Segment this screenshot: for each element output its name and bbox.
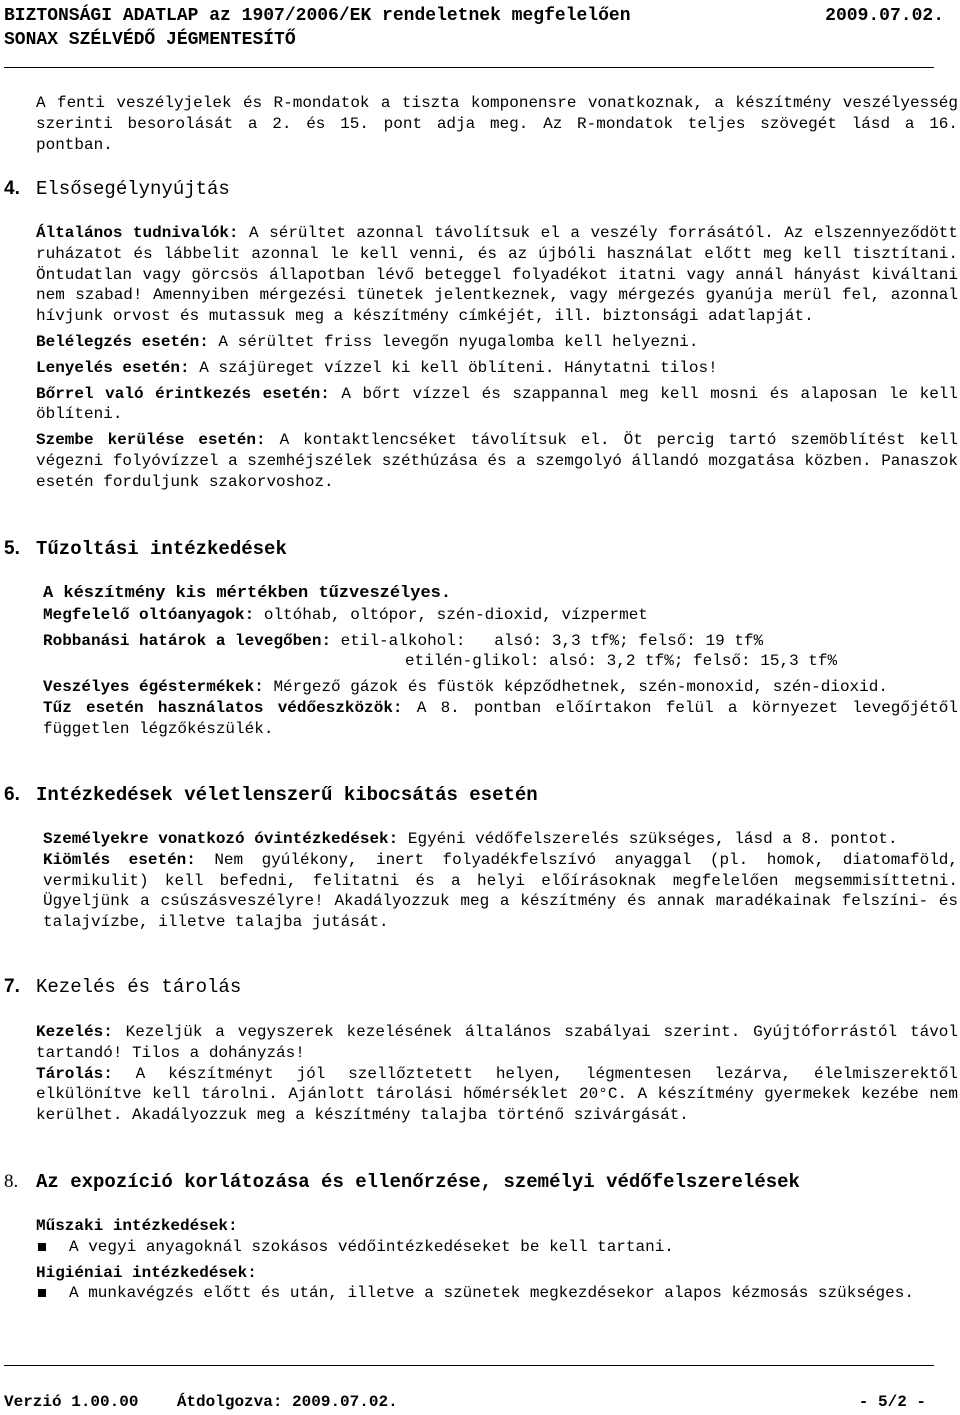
section-4-heading: 4. Elsősegélynyújtás [4, 178, 230, 200]
personal-precautions: Személyekre vonatkozó óvintézkedések: Egyéni védőfelszerelés szükséges, lásd a 8. pontot. [43, 830, 898, 848]
section-7-body [36, 1022, 958, 1126]
inhalation-info: Belélegzés esetén: A sérültet friss levegőn nyugalomba kell helyezni. [36, 332, 699, 351]
storage-info: Tárolás: A készítményt jól szellőztetett helyen, légmentesen lezárva, élelmiszerektől elkülönítve kell tárolni. Ajánlott tárolási hőmérséklet 20°C. A készítmény gyermekek kezébe nem kerülhet. Akadályozzuk meg a készítmény talajba történő szivárgását. [36, 1064, 958, 1125]
footer-divider [4, 1365, 934, 1366]
header-product: SONAX SZÉLVÉDŐ JÉGMENTESÍTŐ [4, 30, 296, 50]
technical-measures-label: Műszaki intézkedések: [36, 1217, 238, 1235]
spillage-measures: Kiömlés esetén: Nem gyúlékony, inert folyadékfelszívó anyaggal (pl. homok, diatomaföld, vermikulit) kell befedni, felitatni és a helyi előírásoknak megfelelően megsemmisíttetni. Ügyeljünk a csúszásveszélyre! Akadályozzuk meg a készítmény és annak maradékainak felszíni- és talajvízbe, illetve talajba jutását. [43, 850, 958, 932]
document-header [4, 4, 944, 52]
eye-contact-info: Szembe kerülése esetén: A kontaktlencséket távolítsuk el. Öt percig tartó szemöblítést kell végezni folyóvízzel a szemhéjszélek széthúzása és a szemgolyó állandó mozgatása közben. Panaszok esetén forduljunk szakorvoshoz. [36, 431, 958, 491]
handling-info: Kezelés: Kezeljük a vegyszerek kezelésének általános szabályai szerint. Gyújtóforrástól távol tartandó! Tilos a dohányzás! [36, 1023, 958, 1062]
firefighting-ppe: Tűz esetén használatos védőeszközök: A 8. pontban előírtakon felül a környezet levegőjétől független légzőkészülék. [43, 698, 959, 738]
document-footer [4, 1393, 926, 1411]
header-title: BIZTONSÁGI ADATLAP az 1907/2006/EK rendeletnek megfelelően [4, 6, 631, 26]
footer-revised: Átdolgozva: 2009.07.02. [176, 1393, 398, 1411]
hazardous-combustion-products: Veszélyes égéstermékek: Mérgező gázok és füstök képződhetnek, szén-monoxid, szén-dioxid. [43, 678, 888, 697]
header-divider [4, 67, 934, 68]
section-6-heading: 6. Intézkedések véletlenszerű kibocsátás esetén [4, 784, 538, 806]
general-info: Általános tudnivalók: A sérültet azonnal távolítsuk el a veszély forrásától. Az elszennyeződött ruházatot és lábbelit azonnal le kell venni, és az újbóli használat előtt meg kell tisztítani. Öntudatlan vagy görcsös állapotban lévő beteggel folyadékot itatni vagy annál hányást kiváltani nem szabad! Amennyiben mérgezési tünetek jelentkeznek, vagy mérgezés gyanúja merül fel, azonnal hívjunk orvost és mutassuk meg a készítmény címkéjét, ill. biztonsági adatlapját. [36, 224, 958, 326]
ingestion-info: Lenyelés esetén: A szájüreget vízzel ki kell öblíteni. Hánytatni tilos! [36, 358, 718, 377]
explosion-limits-line2: etilén-glikol: alsó: 3,2 tf%; felső: 15,3 tf% [405, 652, 838, 671]
bullet-icon [38, 1243, 46, 1251]
section-4-body [36, 223, 958, 493]
section-8-body [36, 1216, 958, 1304]
extinguishing-media: Megfelelő oltóanyagok: oltóhab, oltópor, szén-dioxid, vízpermet [43, 605, 648, 624]
skin-contact-info: Bőrrel való érintkezés esetén: A bőrt vízzel és szappannal meg kell mosni és alaposan le kell öblíteni. [36, 384, 958, 424]
intro-paragraph: A fenti veszélyjelek és R-mondatok a tiszta komponensre vonatkoznak, a készítmény veszélyesség szerinti besorolását a 2. és 15. pont adja meg. Az R-mondatok teljes szövegét lásd a 16. pontban. [36, 94, 958, 154]
list-item: A munkavégzés előtt és után, illetve a szünetek megkezdésekor alapos kézmosás szükséges. [36, 1283, 958, 1304]
flammability-statement: A készítmény kis mértékben tűzveszélyes. [43, 584, 452, 603]
hygiene-measures-label: Higiéniai intézkedések: [36, 1263, 257, 1282]
footer-version: Verzió 1.00.00 [4, 1393, 139, 1411]
list-item: A vegyi anyagoknál szokásos védőintézkedéseket be kell tartani. [36, 1237, 958, 1258]
bullet-icon [38, 1289, 46, 1297]
explosion-limits: Robbanási határok a levegőben: etil-alkohol: alsó: 3,3 tf%; felső: 19 tf% [43, 631, 764, 650]
section-8-heading: 8. Az expozíció korlátozása és ellenőrzése, személyi védőfelszerelések [4, 1171, 800, 1193]
footer-page: - 5/2 - [858, 1393, 926, 1411]
section-5-heading: 5. Tűzoltási intézkedések [4, 538, 287, 560]
header-date: 2009.07.02. [825, 6, 944, 26]
section-7-heading: 7. Kezelés és tárolás [4, 976, 242, 998]
section-6-body [43, 829, 958, 933]
section-5-body [43, 584, 958, 740]
